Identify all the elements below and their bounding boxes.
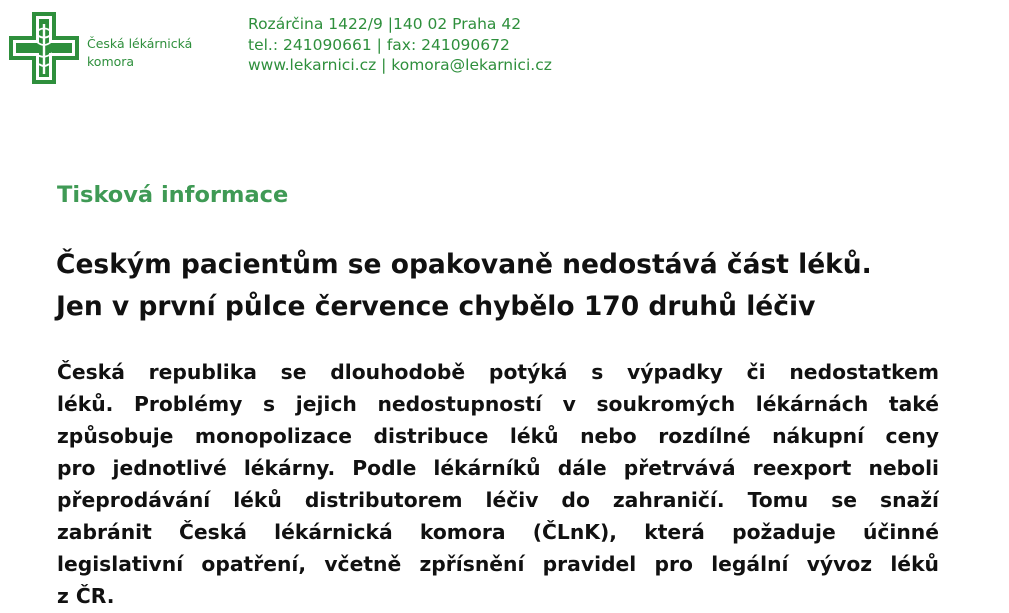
lead-line: způsobuje monopolizace distribuce léků nebo rozdílné nákupní ceny (57, 424, 939, 448)
contact-block (248, 14, 552, 76)
lead-line: zabránit Česká lékárnická komora (ČLnK), která požaduje účinné (57, 520, 939, 544)
document-type-label: Tisková informace (57, 182, 289, 208)
lead-line: z ČR. (57, 584, 115, 608)
headline-line: Jen v první půlce července chybělo 170 druhů léčiv (56, 291, 816, 322)
lead-line: přeprodávání léků distributorem léčiv do zahraničí. Tomu se snaží (57, 488, 939, 512)
letterhead (0, 0, 1009, 90)
pharmacy-cross-logo-icon (9, 12, 79, 84)
headline-line: Českým pacientům se opakovaně nedostává část léků. (56, 249, 872, 280)
lead-line: legislativní opatření, včetně zpřísnění pravidel pro legální vývoz léků (57, 552, 939, 576)
phone-fax-line: tel.: 241090661 | fax: 241090672 (248, 35, 510, 54)
lead-paragraph (57, 356, 939, 612)
organization-name-line: Česká lékárnická (87, 36, 193, 51)
lead-line: Česká republika se dlouhodobě potýká s výpadky či nedostatkem (57, 360, 939, 384)
organization-name (87, 35, 192, 71)
headline (56, 244, 956, 328)
lead-line: pro jednotlivé lékárny. Podle lékárníků dále přetrvává reexport neboli (57, 456, 939, 480)
address-line: Rozárčina 1422/9 |140 02 Praha 42 (248, 15, 522, 33)
organization-name-line: komora (87, 54, 135, 69)
lead-line: léků. Problémy s jejich nedostupností v soukromých lékárnách také (57, 392, 939, 416)
web-email-line[interactable]: www.lekarnici.cz | komora@lekarnici.cz (248, 56, 552, 74)
